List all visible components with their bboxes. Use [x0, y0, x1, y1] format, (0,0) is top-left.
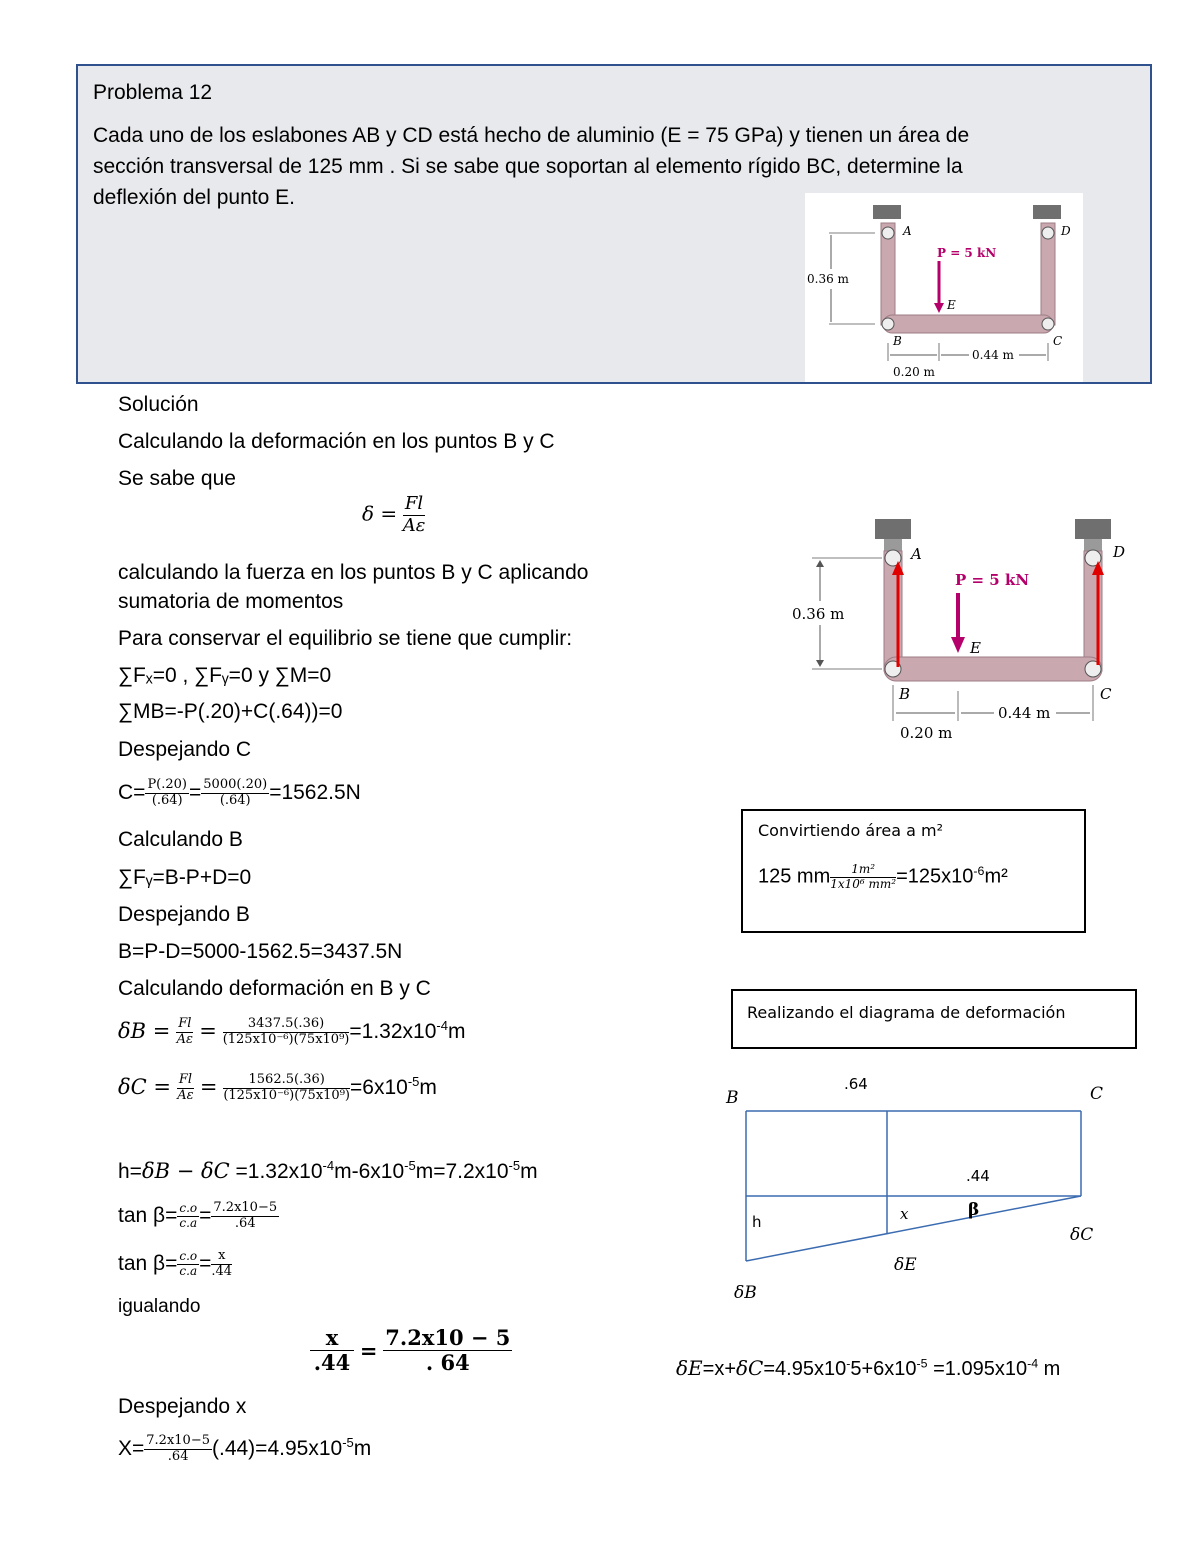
c-den-1: (.64)	[151, 792, 183, 808]
x-num: 7.2x10−5	[146, 1433, 210, 1449]
problem-title: Problema 12	[93, 81, 213, 104]
diagram-label-mid: .44	[966, 1167, 990, 1185]
solution-line-calc-def: Calculando la deformación en los puntos B y C	[118, 430, 555, 453]
diagram-label-beta: β	[968, 1200, 980, 1220]
db-result: =1.32x10	[349, 1020, 437, 1043]
h-a-exp: -4	[322, 1158, 335, 1173]
area-pre: 125 mm	[758, 865, 831, 888]
solution-heading: Solución	[118, 393, 199, 416]
problem-statement-line-1: Cada uno de los eslabones AB y CD está hecho de aluminio (E = 75 GPa) y tienen un área de	[93, 124, 970, 147]
formula-delta	[362, 494, 425, 536]
solution-igualando: igualando	[118, 1296, 201, 1317]
dc-exp: -5	[407, 1074, 420, 1089]
solution-figure-label-e: E	[970, 639, 981, 657]
diagram-title-box	[731, 989, 1137, 1049]
tan-1-num: 7.2x10−5	[213, 1200, 278, 1216]
solution-h-eq	[118, 1158, 538, 1185]
db-den: (125x10⁻⁶)(75x10⁹)	[222, 1031, 350, 1047]
area-unit: m²	[984, 865, 1008, 888]
diagram-label-x: x	[900, 1205, 909, 1223]
problem-figure-load: P = 5 kN	[937, 246, 997, 260]
final-d-exp: -4	[1027, 1356, 1039, 1371]
diagram-label-c: C	[1090, 1084, 1104, 1104]
tan-1-ca: c.a	[179, 1215, 198, 1230]
problem-figure-dist-ec: 0.44 m	[972, 348, 1014, 362]
solution-equation: $\frac{x}{.44}$ = $\frac{7.2x10 - 5}{. 64}$	[310, 1326, 512, 1375]
diagram-label-db: δB	[734, 1283, 757, 1303]
solution-figure-dist-ec: 0.44 m	[998, 704, 1051, 722]
h-b: m-6x10	[334, 1160, 405, 1183]
problem-figure-label-a: A	[903, 224, 912, 238]
final-result	[676, 1355, 1060, 1382]
solution-line-b-val: B=P-D=5000-1562.5=3437.5N	[118, 940, 403, 963]
final-a: =x+	[702, 1358, 736, 1380]
solution-line-equilibrio: Para conservar el equilibrio se tiene que cumplir:	[118, 627, 573, 650]
h-a: =1.32x10	[229, 1160, 323, 1183]
tan-1-co: c.o	[179, 1201, 198, 1216]
area-box-eq	[758, 863, 1008, 892]
solution-line-fuerza-1: calculando la fuerza en los puntos B y C aplicando	[118, 561, 589, 584]
problem-figure-label-b: B	[893, 334, 902, 348]
problem-figure-label-d: D	[1061, 224, 1071, 238]
solution-line-desp-c: Despejando C	[118, 738, 252, 761]
h-b-exp: -5	[404, 1158, 416, 1173]
diagram-label-b: B	[726, 1088, 739, 1108]
eq-72: 7.2x10 − 5	[385, 1325, 511, 1350]
solution-figure-label-b: B	[899, 685, 911, 703]
solution-line-desp-b: Despejando B	[118, 903, 250, 926]
eq-44: .44	[313, 1350, 351, 1376]
h-d: m	[520, 1160, 538, 1183]
tan-2-num: x	[211, 1249, 232, 1265]
formula-delta-num: Fl	[403, 494, 426, 516]
diagram-label-top: .64	[844, 1075, 868, 1093]
solution-figure-dist-be: 0.20 m	[900, 724, 953, 742]
area-conversion-box	[741, 809, 1086, 933]
c-prefix: C=	[118, 781, 146, 804]
solution-figure-label-c: C	[1100, 685, 1112, 703]
dc-lhs: δC =	[118, 1075, 171, 1099]
diagram-box-title: Realizando el diagrama de deformación	[747, 1003, 1066, 1022]
eq-x: x	[310, 1326, 354, 1351]
solution-dc-eq: δC = $\frac{Fl}{A\varepsilon}$ = $\frac{1562.5(.36)}{\text{(125x10⁻⁶)(75x10⁹)}}$ $=6x10^{-5}m$	[118, 1072, 437, 1103]
dc-den: (125x10⁻⁶)(75x10⁹)	[223, 1087, 350, 1103]
solution-figure-height: 0.36 m	[792, 605, 845, 623]
dc-fl: Fl	[178, 1072, 193, 1088]
db-lhs: δB =	[118, 1019, 171, 1043]
diagram-label-dc: δC	[1070, 1225, 1094, 1245]
tan-2-co: c.o	[179, 1249, 198, 1264]
db-unit: m	[447, 1020, 466, 1043]
problem-statement-line-2: sección transversal de 125 mm . Si se sabe que soportan al elemento rígido BC, determine la	[93, 155, 963, 178]
solution-line-fy: ∑Fᵧ=B-P+D=0	[118, 866, 252, 889]
tan-1-den: .64	[234, 1215, 256, 1231]
final-b-exp: -	[846, 1356, 851, 1371]
final-b: =4.95x10	[763, 1358, 847, 1380]
problem-figure-dist-be: 0.20 m	[893, 365, 935, 379]
x-pre: X=	[118, 1437, 145, 1460]
tan-2-label: tan β=	[118, 1252, 178, 1275]
tan-1-label: tan β=	[118, 1204, 178, 1227]
diagram-label-h: h	[752, 1213, 762, 1231]
h-c-exp: -5	[508, 1158, 521, 1173]
x-unit: m	[353, 1437, 372, 1460]
solution-x-eq	[118, 1426, 371, 1472]
h-mid: δB − δC	[141, 1159, 230, 1183]
problem-figure-label-c: C	[1053, 334, 1063, 348]
tan-2-den: .44	[211, 1263, 233, 1279]
tan-2-ca: c.a	[179, 1263, 198, 1278]
solution-line-se-sabe: Se sabe que	[118, 467, 236, 490]
solution-line-calc-b: Calculando B	[118, 828, 243, 851]
final-c-exp: -5	[916, 1356, 928, 1371]
x-den: .64	[167, 1448, 189, 1464]
eq-64: . 64	[425, 1350, 470, 1376]
dc-ae: Aε	[177, 1087, 194, 1103]
solution-tan-2: tan β= $\frac{c.o}{c.a}$ = $\frac{x}{.44}$	[118, 1248, 233, 1279]
db-ae: Aε	[176, 1031, 193, 1047]
solution-line-sums: ∑Fₓ=0 , ∑Fᵧ=0 y ∑M=0	[118, 664, 332, 687]
final-de: δE	[676, 1356, 703, 1380]
db-num: 3437.5(.36)	[223, 1017, 350, 1033]
c-den-2: (.64)	[219, 792, 251, 808]
area-box-title: Convirtiendo área a m²	[758, 821, 943, 840]
problem-figure	[805, 193, 1083, 382]
x-exp: -5	[342, 1435, 354, 1450]
deformation-diagram	[720, 1065, 1120, 1310]
dc-unit: m	[419, 1076, 437, 1099]
solution-figure-label-d: D	[1113, 543, 1126, 561]
dc-num: 1562.5(.36)	[223, 1073, 350, 1089]
solution-c-eq: C= $\frac{P(.20)}{(.64)}$ = $\frac{5000(.20)}{(.64)}$ =1562.5N	[118, 777, 361, 808]
h-pre: h=	[118, 1160, 142, 1183]
solution-line-calc-def-bc: Calculando deformación en B y C	[118, 977, 431, 1000]
h-c: m=7.2x10	[415, 1160, 509, 1183]
area-exp: -6	[973, 863, 985, 878]
solution-line-desp-x: Despejando x	[118, 1395, 247, 1418]
dc-result: =6x10	[350, 1076, 408, 1099]
final-e: m	[1038, 1358, 1061, 1380]
formula-delta-den: Aε	[402, 514, 426, 536]
db-exp: -4	[436, 1018, 448, 1033]
solution-tan-1: tan β= $\frac{c.o}{c.a}$ = $\frac{7.2x10-5}{.64}$	[118, 1200, 278, 1231]
diagram-label-de: δE	[894, 1255, 917, 1275]
solution-figure-label-a: A	[911, 545, 922, 563]
area-result: =125x10	[896, 865, 974, 888]
formula-delta-lhs: δ =	[362, 501, 398, 526]
solution-line-mb: ∑MB=-P(.20)+C(.64))=0	[118, 700, 343, 723]
final-d: =1.095x10	[927, 1358, 1028, 1380]
x-post: (.44)=4.95x10	[212, 1437, 343, 1460]
area-den: 1x10⁶ mm²	[830, 876, 897, 891]
db-fl: Fl	[178, 1016, 192, 1032]
area-num: 1m²	[830, 863, 896, 878]
problem-statement-line-3: deflexión del punto E.	[93, 186, 295, 209]
solution-db-eq: δB = $\frac{Fl}{A\varepsilon}$ = $\frac{3437.5(.36)}{\text{(125x10⁻⁶)(75x10⁹)}}$ $=1.32x10^{-4}m$	[118, 1016, 466, 1047]
solution-figure	[780, 515, 1140, 745]
solution-line-fuerza-2: sumatoria de momentos	[118, 590, 344, 613]
c-num-2: 5000(.20)	[203, 777, 268, 793]
final-c: 5+6x10	[850, 1358, 917, 1380]
problem-figure-height: 0.36 m	[807, 272, 849, 286]
c-num-1: P(.20)	[147, 777, 188, 793]
c-result: =1562.5N	[269, 781, 361, 804]
final-dc: δC	[736, 1356, 764, 1380]
problem-figure-label-e: E	[947, 298, 956, 312]
solution-figure-load: P = 5 kN	[955, 571, 1030, 589]
